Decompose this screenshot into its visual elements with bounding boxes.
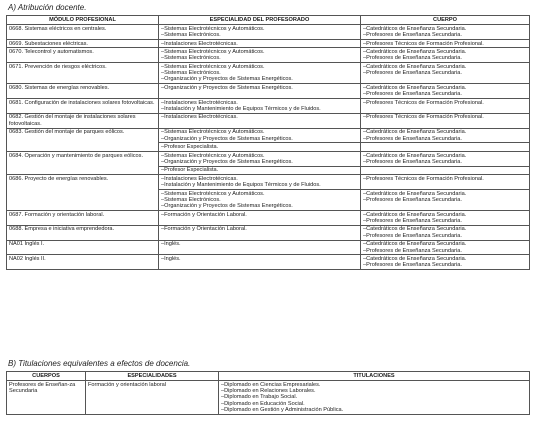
- cuerpo-line: –Profesores de Enseñanza Secundaria.: [363, 158, 462, 165]
- cuerpo-cell: [361, 166, 530, 174]
- especialidad-cell: [159, 84, 361, 99]
- cuerpo-line: –Catedráticos de Enseñanza Secundaria.: [363, 190, 467, 197]
- module-cell: [7, 240, 159, 255]
- header-especialidad: ESPECIALIDAD DEL PROFESORADO: [159, 16, 361, 25]
- table-row: [7, 99, 530, 114]
- titulaciones-cell: [219, 381, 530, 415]
- table-row: [7, 113, 530, 128]
- especialidad-cell: [159, 166, 361, 174]
- cuerpo-cell: [361, 189, 530, 210]
- module-name: 0670. Telecontrol y automatismos.: [9, 49, 94, 56]
- especialidad-line: –Organización y Proyectos de Sistemas Energéticos.: [161, 84, 293, 91]
- especialidad-line: –Instalaciones Electrotécnicas.: [161, 175, 238, 182]
- especialidad-cell: [159, 113, 361, 128]
- especialidad-cell: [159, 151, 361, 166]
- cuerpo-line: –Profesores de Enseñanza Secundaria.: [363, 32, 462, 39]
- cuerpo-cell: [361, 255, 530, 270]
- module-name: 0682. Gestión del montaje de instalaciones solares fotovoltaicas.: [9, 114, 136, 127]
- table-row: [7, 39, 530, 47]
- table-row: [7, 25, 530, 40]
- atribucion-docente-table: [6, 15, 530, 270]
- cuerpo-cell: [361, 151, 530, 166]
- especialidad-line: –Organización y Proyectos de Sistemas Energéticos.: [161, 158, 293, 165]
- especialidad-cell: [159, 48, 361, 63]
- especialidad-line: –Instalaciones Electrotécnicas.: [161, 99, 238, 106]
- module-name: 0683. Gestión del montaje de parques eólicos.: [9, 129, 125, 136]
- module-cell: [7, 255, 159, 270]
- cuerpo-line: –Profesores de Enseñanza Secundaria.: [363, 217, 462, 224]
- cuerpo-cell: [361, 225, 530, 240]
- table-row: [7, 255, 530, 270]
- titulaciones-table: [6, 371, 530, 415]
- header-cuerpo: CUERPO: [361, 16, 530, 25]
- cuerpo-line: –Catedráticos de Enseñanza Secundaria.: [363, 211, 467, 218]
- table-row: [7, 63, 530, 84]
- especialidad-cell: [159, 255, 361, 270]
- module-cell: [7, 39, 159, 47]
- especialidad-line: –Inglés.: [161, 255, 181, 262]
- cuerpo-cell: [361, 48, 530, 63]
- cuerpo-line: –Profesores de Enseñanza Secundaria.: [363, 55, 462, 62]
- table-row: [7, 84, 530, 99]
- especialidad-line: –Sistemas Electrónicos.: [161, 32, 221, 39]
- module-name: 0668. Sistemas eléctricos en centrales.: [9, 25, 107, 32]
- module-cell: [7, 128, 159, 151]
- cuerpo-line: –Catedráticos de Enseñanza Secundaria.: [363, 63, 467, 70]
- especialidad-line: –Instalación y Mantenimiento de Equipos Térmicos y de Fluidos.: [161, 182, 321, 189]
- table-body: [7, 381, 530, 415]
- especialidad-cell: [159, 211, 361, 226]
- cuerpo-cell: [361, 39, 530, 47]
- cuerpo-cell: [361, 113, 530, 128]
- cuerpo-cell: [361, 143, 530, 151]
- module-name: 0684. Operación y mantenimiento de parques eólicos.: [9, 152, 144, 159]
- especialidad-line: –Organización y Proyectos de Sistemas Energéticos.: [161, 76, 293, 83]
- titulacion-line: –Diplomado en Relaciones Laborales.: [221, 388, 316, 395]
- module-name: 0681. Configuración de instalaciones solares fotovoltaicas.: [9, 99, 155, 106]
- especialidad-line: –Inglés.: [161, 241, 181, 248]
- module-name: NA02 Inglés II.: [9, 255, 46, 262]
- module-cell: [7, 25, 159, 40]
- titulacion-line: –Diplomado en Trabajo Social.: [221, 394, 298, 401]
- especialidad-line: –Organización y Proyectos de Sistemas Energéticos.: [161, 203, 293, 210]
- module-cell: [7, 99, 159, 114]
- module-name: 0688. Empresa e iniciativa emprendedora.: [9, 226, 115, 233]
- module-cell: [7, 225, 159, 240]
- section-a-title: A) Atribución docente.: [8, 3, 87, 12]
- cuerpo-line: –Profesores Técnicos de Formación Profesional.: [363, 114, 484, 121]
- module-cell: [7, 113, 159, 128]
- especialidad-cell: [159, 63, 361, 84]
- especialidad-cell: [159, 99, 361, 114]
- cuerpo-cell: [361, 240, 530, 255]
- cuerpos-cell: [7, 381, 86, 415]
- table-row: [7, 240, 530, 255]
- especialidad-line: –Sistemas Electrónicos.: [161, 55, 221, 62]
- especialidad-cell: [159, 25, 361, 40]
- especialidad-line: –Instalaciones Electrotécnicas.: [161, 40, 238, 47]
- table-body: [7, 25, 530, 270]
- especialidad-cell: [159, 128, 361, 143]
- cuerpo-line: –Catedráticos de Enseñanza Secundaria.: [363, 25, 467, 32]
- especialidad-cell: [159, 143, 361, 151]
- cuerpo-line: –Catedráticos de Enseñanza Secundaria.: [363, 152, 467, 159]
- cuerpo-line: –Profesores de Enseñanza Secundaria.: [363, 196, 462, 203]
- especialidad-line: –Sistemas Electrotécnicos y Automáticos.: [161, 25, 265, 32]
- especialidad-cell: [159, 189, 361, 210]
- table-row: [7, 48, 530, 63]
- module-cell: [7, 211, 159, 226]
- header-titulaciones: TITULACIONES: [219, 372, 530, 381]
- cuerpo-cell: [361, 63, 530, 84]
- cuerpo-line: –Catedráticos de Enseñanza Secundaria.: [363, 226, 467, 233]
- cuerpo-cell: [361, 99, 530, 114]
- table-row: [7, 225, 530, 240]
- module-cell: [7, 151, 159, 174]
- cuerpo-line: –Profesores de Enseñanza Secundaria.: [363, 91, 462, 98]
- module-name: NA01 Inglés I.: [9, 241, 45, 248]
- especialidad-line: –Sistemas Electrotécnicos y Automáticos.: [161, 190, 265, 197]
- especialidad-line: –Formación y Orientación Laboral.: [161, 211, 247, 218]
- cuerpo-cell: [361, 25, 530, 40]
- cuerpo-line: –Profesores de Enseñanza Secundaria.: [363, 247, 462, 254]
- especialidad-line: –Organización y Proyectos de Sistemas Energéticos.: [161, 135, 293, 142]
- module-cell: [7, 63, 159, 84]
- especialidades-text: Formación y orientación laboral: [88, 381, 167, 388]
- especialidad-cell: [159, 240, 361, 255]
- module-name: 0687. Formación y orientación laboral.: [9, 211, 105, 218]
- header-especialidades: ESPECIALIDADES: [86, 372, 219, 381]
- especialidad-line: –Sistemas Electrotécnicos y Automáticos.: [161, 49, 265, 56]
- table-header-row: [7, 372, 530, 381]
- cuerpo-line: –Catedráticos de Enseñanza Secundaria.: [363, 241, 467, 248]
- especialidad-line: –Sistemas Electrotécnicos y Automáticos.: [161, 129, 265, 136]
- cuerpo-line: –Profesores de Enseñanza Secundaria.: [363, 70, 462, 77]
- especialidad-line: –Sistemas Electrónicos.: [161, 70, 221, 77]
- module-name: 0686. Proyecto de energías renovables.: [9, 175, 109, 182]
- table-row: [7, 175, 530, 190]
- cuerpo-line: –Profesores Técnicos de Formación Profesional.: [363, 40, 484, 47]
- module-cell: [7, 175, 159, 211]
- cuerpo-cell: [361, 211, 530, 226]
- especialidades-cell: [86, 381, 219, 415]
- especialidad-cell: [159, 175, 361, 190]
- especialidad-line: –Sistemas Electrotécnicos y Automáticos.: [161, 63, 265, 70]
- table-row: [7, 381, 530, 415]
- module-name: 0680. Sistemas de energías renovables.: [9, 84, 110, 91]
- module-name: 0671. Prevención de riesgos eléctricos.: [9, 63, 107, 70]
- cuerpo-line: –Catedráticos de Enseñanza Secundaria.: [363, 84, 467, 91]
- section-b-title: B) Titulaciones equivalentes a efectos de docencia.: [8, 359, 191, 368]
- especialidad-line: –Instalaciones Electrotécnicas.: [161, 114, 238, 121]
- titulacion-line: –Diplomado en Educación Social.: [221, 400, 305, 407]
- cuerpo-line: –Profesores de Enseñanza Secundaria.: [363, 262, 462, 269]
- cuerpo-line: –Catedráticos de Enseñanza Secundaria.: [363, 255, 467, 262]
- especialidad-line: –Profesor Especialista.: [161, 167, 219, 174]
- cuerpo-line: –Profesores de Enseñanza Secundaria.: [363, 135, 462, 142]
- especialidad-cell: [159, 39, 361, 47]
- table-row: [7, 128, 530, 143]
- especialidad-line: –Sistemas Electrotécnicos y Automáticos.: [161, 152, 265, 159]
- header-modulo: MÓDULO PROFESIONAL: [7, 16, 159, 25]
- table-header-row: [7, 16, 530, 25]
- cuerpo-cell: [361, 84, 530, 99]
- especialidad-line: –Instalación y Mantenimiento de Equipos Térmicos y de Fluidos.: [161, 105, 321, 112]
- cuerpos-text: Profesores de Enseñan-za Secundaria: [9, 381, 76, 395]
- cuerpo-line: –Profesores Técnicos de Formación Profesional.: [363, 175, 484, 182]
- cuerpo-cell: [361, 128, 530, 143]
- especialidad-cell: [159, 225, 361, 240]
- cuerpo-line: –Profesores de Enseñanza Secundaria.: [363, 232, 462, 239]
- cuerpo-cell: [361, 175, 530, 190]
- cuerpo-line: –Profesores Técnicos de Formación Profesional.: [363, 99, 484, 106]
- table-row: [7, 211, 530, 226]
- module-cell: [7, 48, 159, 63]
- especialidad-line: –Profesor Especialista.: [161, 144, 219, 151]
- module-name: 0669. Subestaciones eléctricas.: [9, 40, 88, 47]
- especialidad-line: –Formación y Orientación Laboral.: [161, 226, 247, 233]
- titulacion-line: –Diplomado en Gestión y Administración Pública.: [221, 406, 344, 413]
- titulacion-line: –Diplomado en Ciencias Empresariales.: [221, 381, 321, 388]
- cuerpo-line: –Catedráticos de Enseñanza Secundaria.: [363, 49, 467, 56]
- cuerpo-line: –Catedráticos de Enseñanza Secundaria.: [363, 129, 467, 136]
- module-cell: [7, 84, 159, 99]
- header-cuerpos: CUERPOS: [7, 372, 86, 381]
- especialidad-line: –Sistemas Electrónicos.: [161, 196, 221, 203]
- table-row: [7, 151, 530, 166]
